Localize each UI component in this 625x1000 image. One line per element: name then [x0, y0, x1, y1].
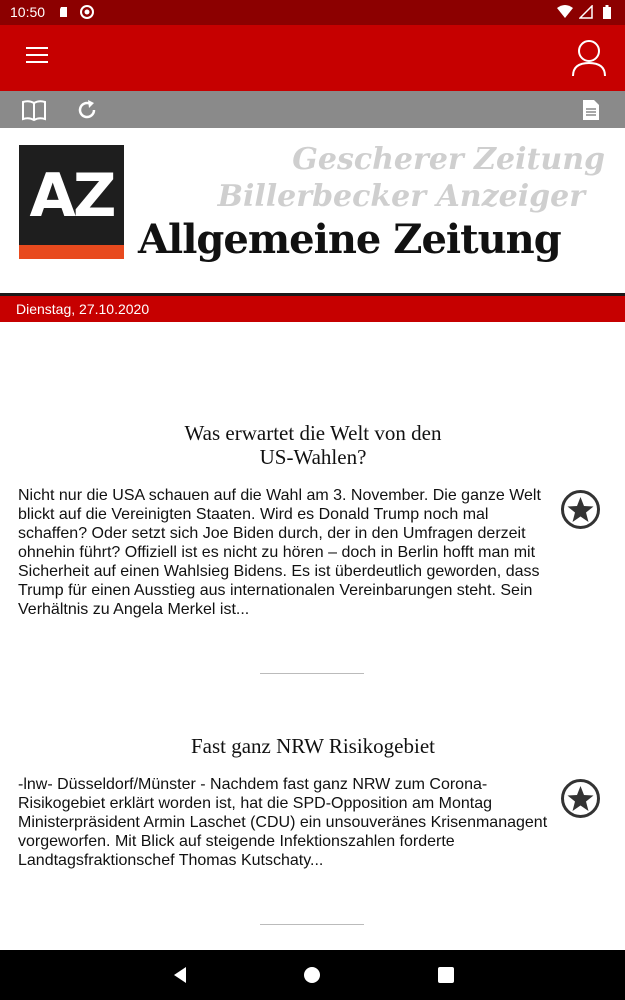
article-title-line: Fast ganz NRW Risikogebiet	[190, 734, 435, 758]
article-divider	[260, 673, 364, 674]
issue-date: Dienstag, 27.10.2020	[16, 301, 150, 317]
status-time: 10:50	[10, 4, 46, 20]
masthead	[0, 128, 625, 293]
az-logo	[19, 145, 124, 249]
status-bar	[0, 0, 625, 25]
article-title[interactable]	[18, 734, 608, 758]
system-nav-bar	[0, 950, 625, 1000]
favorite-star-icon[interactable]	[560, 489, 601, 530]
sync-icon	[80, 5, 94, 19]
account-icon[interactable]	[571, 39, 607, 77]
favorite-star-icon[interactable]	[560, 778, 601, 819]
article-teaser: -lnw- Düsseldorf/Münster - Nachdem fast ganz NRW zum Corona-Risikogebiet erklärt worden ist, hat die SPD-Opposition am Montag Ministerpräsident Armin Laschet (CDU) ein unsouveränes Krisenmanagent vorgeworfen. Mit Blick auf steigende Infektionszahlen forderte Landtagsfraktionschef Thomas Kutschaty...	[18, 776, 548, 869]
battery-icon	[603, 5, 611, 19]
refresh-icon[interactable]	[74, 98, 100, 122]
subtitle-billerbecker: Billerbecker Anzeiger	[217, 179, 585, 214]
app-bar	[0, 25, 625, 91]
logo-text: AZ	[29, 161, 114, 231]
date-bar	[0, 296, 625, 322]
signal-icon	[579, 5, 593, 19]
book-icon[interactable]	[21, 98, 47, 122]
home-icon[interactable]	[302, 965, 322, 985]
sd-card-icon	[58, 6, 70, 18]
logo-stripe	[19, 245, 124, 259]
article-title-line: Was erwartet die Welt von den	[184, 421, 442, 445]
recents-icon[interactable]	[436, 965, 456, 985]
toolbar	[0, 91, 625, 128]
article-title[interactable]	[18, 421, 608, 469]
hamburger-menu-icon[interactable]	[26, 47, 50, 69]
document-icon[interactable]	[580, 98, 602, 122]
subtitle-gescherer: Gescherer Zeitung	[292, 142, 605, 177]
article-teaser: Nicht nur die USA schauen auf die Wahl am 3. November. Die ganze Welt blickt auf die Vereinigten Staaten. Wird es Donald Trump noch mal schaffen? Oder setzt sich Joe Biden durch, der in den Umfragen derzeit ohnehin führt? Offiziell ist es nicht zu hören – doch in Berlin hofft man mit Sicherheit auf einen Wahlsieg Bidens. Es ist überdeutlich geworden, dass Trump für einen Ausstieg aus internationalen Vereinbarungen steht. Sein Verhältnis zu Angela Merkel ist...	[18, 487, 541, 618]
back-icon[interactable]	[170, 965, 190, 985]
newspaper-title: Allgemeine Zeitung	[138, 216, 561, 263]
wifi-icon	[557, 5, 573, 19]
article-divider	[260, 924, 364, 925]
article-title-line: US-Wahlen?	[259, 445, 367, 469]
